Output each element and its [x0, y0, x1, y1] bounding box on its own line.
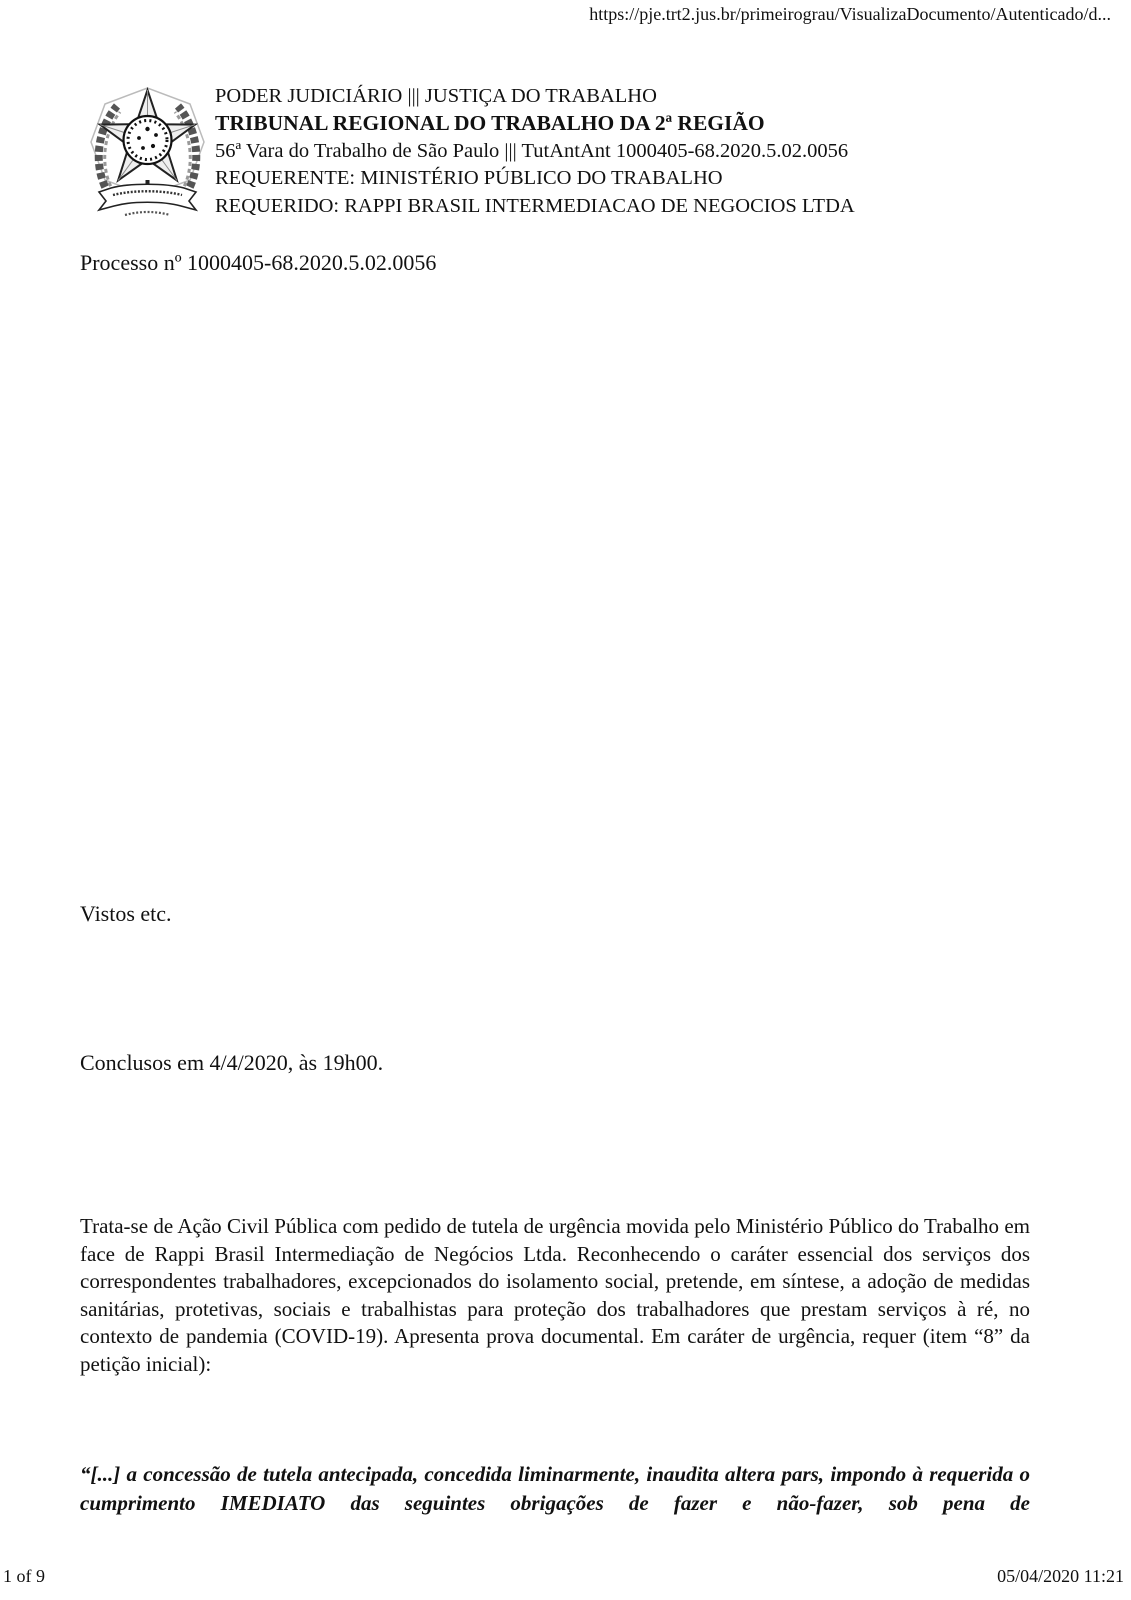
document-url-header: https://pje.trt2.jus.br/primeirograu/VisualizaDocumento/Autenticado/d... — [589, 4, 1111, 24]
process-number-line: Processo nº 1000405-68.2020.5.02.0056 — [80, 250, 437, 275]
letterhead-text — [215, 82, 855, 220]
letterhead-vara-case-line: 56ª Vara do Trabalho de São Paulo ||| TutAntAnt 1000405-68.2020.5.02.0056 — [215, 139, 849, 162]
emblem-central-disc — [124, 116, 172, 164]
vistos-line: Vistos etc. — [80, 901, 172, 926]
quoted-request-paragraph: “[...] a concessão de tutela antecipada, concedida liminarmente, inaudita altera pars, impondo à requerida o cumprimento IMEDIATO das seguintes obrigações de fazer e não-fazer, sob pena de — [80, 1462, 1030, 1515]
emblem-ribbon-date-text — [125, 212, 170, 215]
letterhead-branch-line: PODER JUDICIÁRIO ||| JUSTIÇA DO TRABALHO — [215, 85, 657, 107]
emblem-ribbon — [99, 184, 196, 210]
letterhead — [85, 82, 855, 222]
main-paragraph: Trata-se de Ação Civil Pública com pedido de tutela de urgência movida pelo Ministério Público do Trabalho em face de Rappi Brasil Intermediação de Negócios Ltda. Reconhecendo o caráter essencial dos serviços dos correspondentes trabalhadores, excepcionados do isolamento social, pretende, em síntese, a adoção de medidas sanitárias, protetivas, sociais e trabalhistas para proteção dos trabalhadores que prestam serviços à ré, no contexto de pandemia (COVID-19). Apresenta prova documental. Em caráter de urgência, requer (item “8” da petição inicial): — [80, 1214, 1030, 1376]
letterhead-requerente-line: REQUERENTE: MINISTÉRIO PÚBLICO DO TRABALHO — [215, 167, 723, 190]
letterhead-court-line: TRIBUNAL REGIONAL DO TRABALHO DA 2ª REGIÃO — [215, 111, 765, 136]
print-datetime: 05/04/2020 11:21 — [997, 1566, 1124, 1586]
page-number: 1 of 9 — [3, 1566, 45, 1586]
brazil-coat-of-arms-icon — [85, 82, 210, 222]
letterhead-requerido-line: REQUERIDO: RAPPI BRASIL INTERMEDIACAO DE NEGOCIOS LTDA — [215, 194, 855, 217]
conclusos-line: Conclusos em 4/4/2020, às 19h00. — [80, 1050, 384, 1075]
